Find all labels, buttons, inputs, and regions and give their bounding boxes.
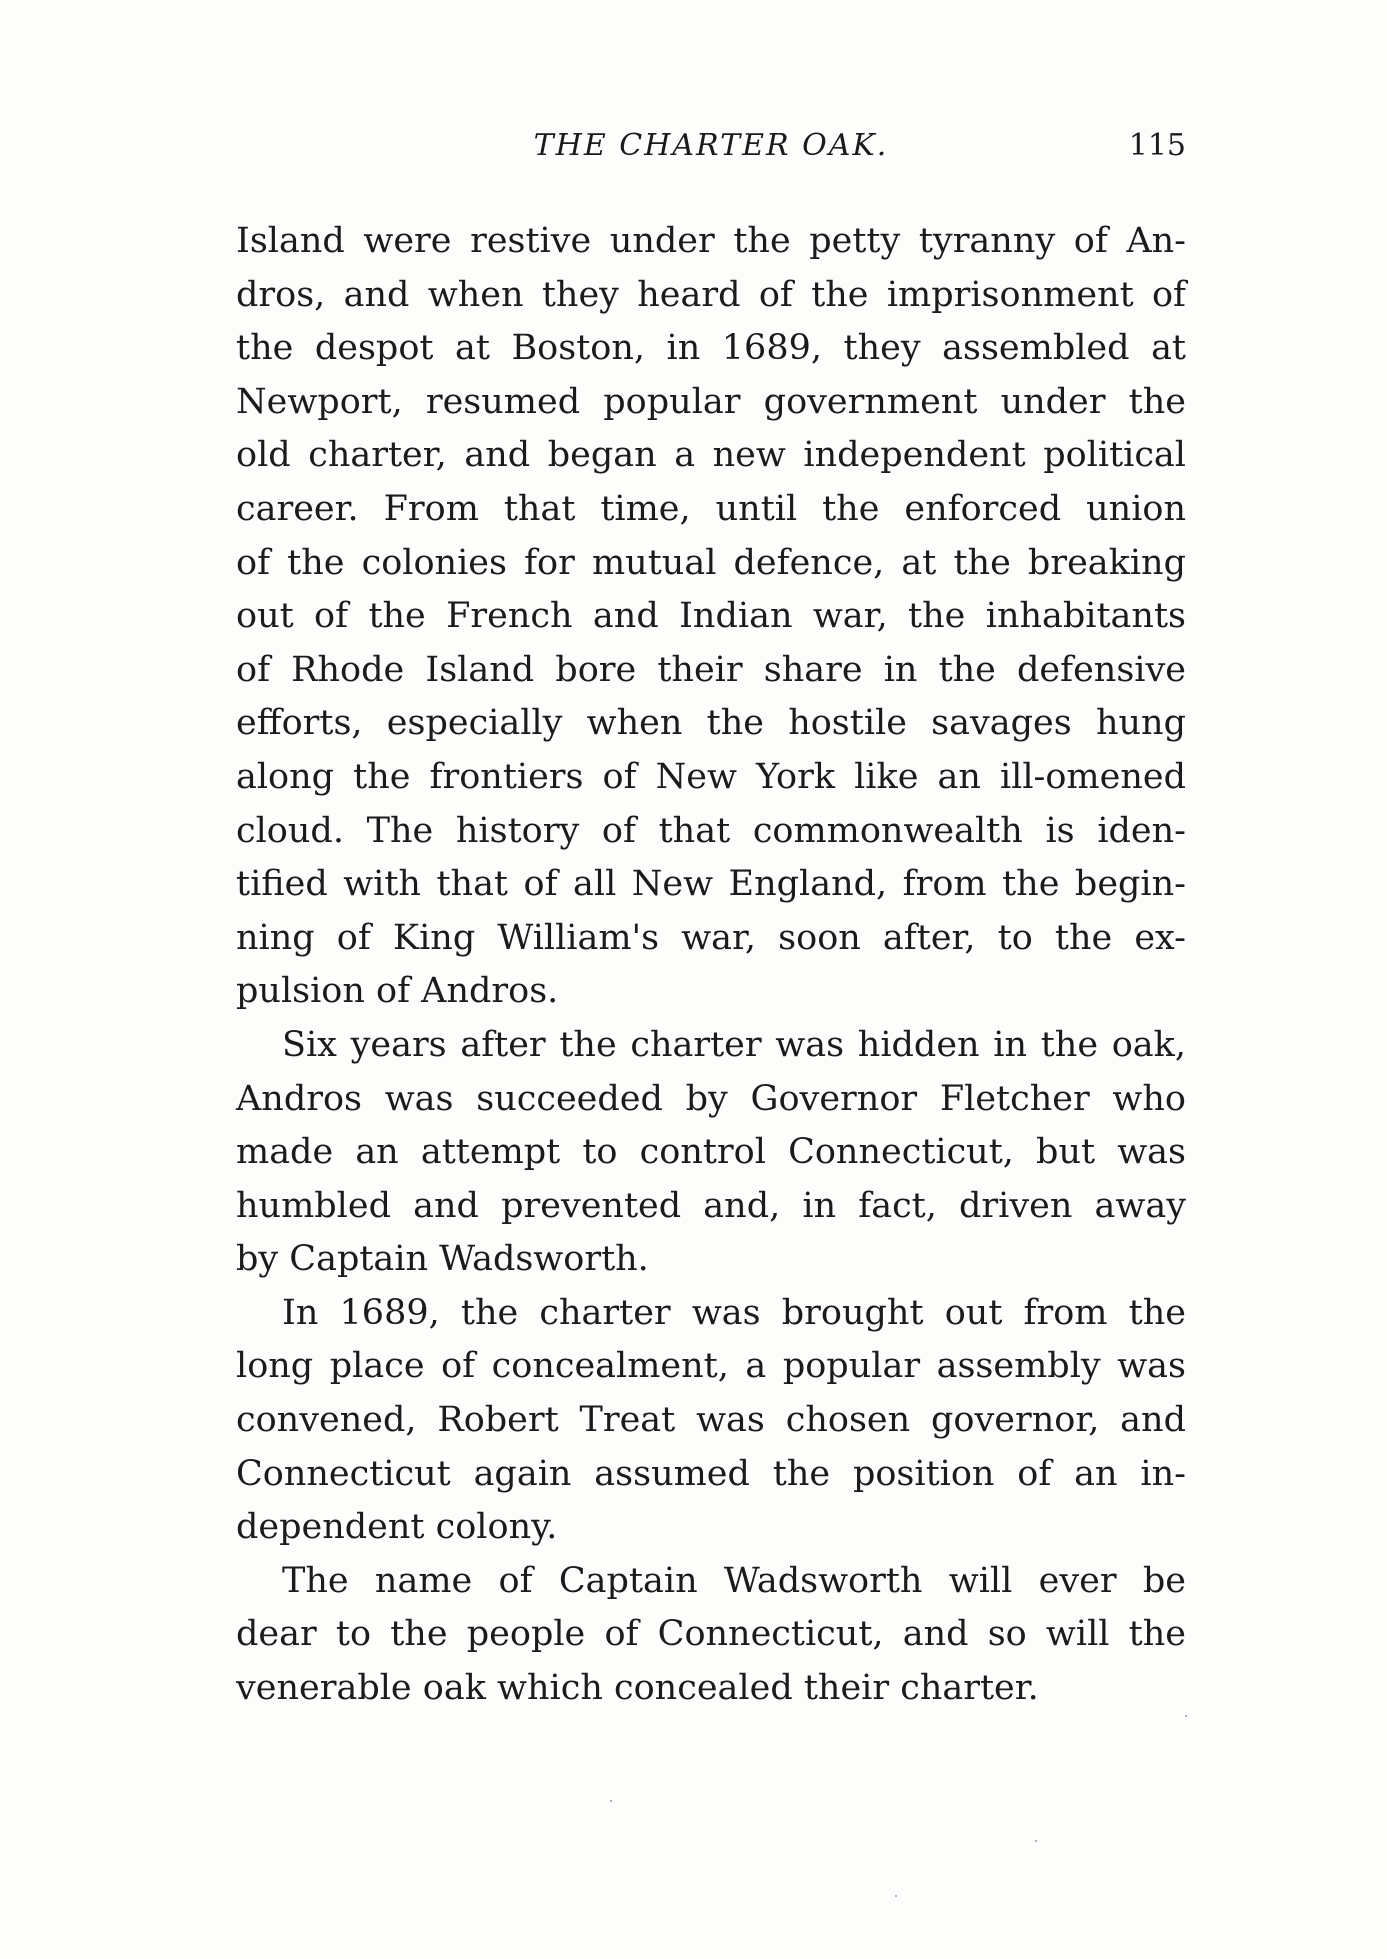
text-line: Andros was succeeded by Governor Fletcher who <box>236 1078 1186 1119</box>
text-line: Island were restive under the petty tyranny of An- <box>236 221 1186 261</box>
text-line: of the colonies for mutual defence, at the breaking <box>236 542 1186 583</box>
scan-speck <box>610 1800 612 1802</box>
text-line: In 1689, the charter was brought out from the <box>282 1292 1186 1333</box>
text-line: humbled and prevented and, in fact, driven away <box>236 1185 1186 1226</box>
text-line: tified with that of all New England, from the begin- <box>236 864 1186 905</box>
text-line: dros, and when they heard of the imprisonment of <box>236 274 1186 315</box>
text-line: venerable oak which concealed their charter. <box>236 1668 1039 1709</box>
text-line: Six years after the charter was hidden in the oak, <box>282 1024 1186 1065</box>
paragraph <box>236 1019 1186 1287</box>
page-number: 115 <box>1128 128 1186 163</box>
scan-speck <box>1185 1715 1187 1717</box>
text-line: Newport, resumed popular government under the <box>236 381 1186 422</box>
paragraph <box>236 1555 1186 1716</box>
text-line: along the frontiers of New York like an ill-omened <box>236 756 1186 797</box>
running-head <box>236 128 1186 178</box>
text-line: made an attempt to control Connecticut, but was <box>236 1132 1186 1173</box>
text-line: dear to the people of Connecticut, and so will the <box>236 1614 1186 1655</box>
text-line: career. From that time, until the enforced union <box>236 488 1186 529</box>
text-line: convened, Robert Treat was chosen governor, and <box>236 1400 1186 1441</box>
text-line: pulsion of Andros. <box>236 971 559 1012</box>
body-text <box>236 215 1186 1716</box>
text-line: old charter, and began a new independent political <box>236 435 1186 476</box>
text-line: ning of King William's war, soon after, to the ex- <box>236 917 1186 958</box>
scan-speck <box>895 1895 897 1897</box>
running-title: THE CHARTER OAK. <box>533 128 889 163</box>
text-line: cloud. The history of that commonwealth is iden- <box>236 810 1186 851</box>
text-line: Connecticut again assumed the position of an in- <box>236 1453 1186 1494</box>
text-line: out of the French and Indian war, the inhabitants <box>236 596 1186 637</box>
text-line: by Captain Wadsworth. <box>236 1239 649 1280</box>
text-line: The name of Captain Wadsworth will ever be <box>282 1560 1186 1601</box>
text-line: long place of concealment, a popular assembly was <box>236 1346 1186 1387</box>
paragraph <box>236 215 1186 1019</box>
text-line: of Rhode Island bore their share in the defensive <box>236 649 1186 690</box>
text-line: the despot at Boston, in 1689, they assembled at <box>236 328 1186 369</box>
paragraph <box>236 1287 1186 1555</box>
text-line: efforts, especially when the hostile savages hung <box>236 703 1186 744</box>
scan-speck <box>1035 1840 1037 1842</box>
text-line: dependent colony. <box>236 1507 558 1548</box>
